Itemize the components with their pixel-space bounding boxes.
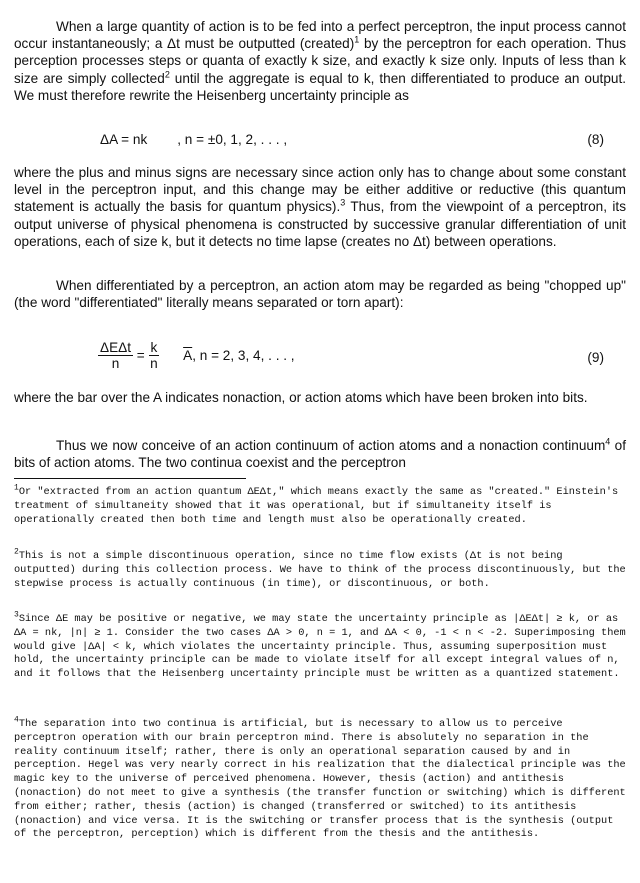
equation-9-fraction-left: $\frac{\text{ΔEΔt}}{n}$ — [100, 340, 132, 371]
footnote-divider — [14, 478, 246, 479]
equation-8-rhs: , n = ±0, 1, 2, . . . , — [177, 132, 288, 147]
footnote-2: $^2$This is not a simple discontinuous operation, since no time flow exists (Δt is not being outputted) during this collection process. We have to think of the process discontinuously, but the stepwise process is actually continuous (in time), or discontinuous, or both. — [14, 547, 626, 590]
paragraph-1-text-b: by the perceptron for each operation. Thus perception processes steps or quanta of exactly k size, and exactly k size only. Inputs of less than k size are simply collected — [14, 36, 626, 86]
footnote-ref-4: 4 — [605, 436, 611, 447]
equation-9-equals: = — [136, 348, 145, 363]
paragraph-5-text: Thus we now conceive of an action continuum of action atoms and a nonaction continuum — [56, 438, 606, 453]
equation-8-lhs: ΔA = nk — [100, 132, 148, 147]
footnote-1-text: Or "extracted from an action quantum ΔEΔt," which means exactly the same as "created." Einstein's treatment of simultaneity showed that it was operational, but if simultaneity itself is operationally created then both time and length must also be operationally created. — [14, 486, 619, 526]
paragraph-1-text: When a large quantity of action is to be fed into a perfect perceptron, the input process cannot occur instantaneously; a Δt must be outputted (created) — [14, 19, 626, 52]
footnote-3: $^3$Since ΔE may be positive or negative, we may state the uncertainty principle as |ΔEΔt| ≥ k, or as ΔA = nk, |n| ≥ 1. Consider the two cases ΔA > 0, n = 1, and ΔA < 0, -1 < n < -2. Superimposing them would give |ΔA| < k, which violates the uncertainty principle. Thus, assuming superposition must hold, the uncertainty principle can be made to violate itself for all except integral values of n, and it follows that the Heisenberg uncertainty principle must be written as a quantized statement. — [14, 610, 626, 681]
paragraph-4 — [14, 389, 626, 406]
footnote-ref-1: 1 — [354, 34, 360, 45]
equation-9-number: (9) — [587, 350, 604, 365]
equation-9 — [98, 340, 295, 371]
paragraph-5 — [14, 437, 626, 471]
paragraph-1-text-c: until the aggregate is equal to k, then differentiated to produce an output. We must therefore rewrite the Heisenberg uncertainty principle as — [14, 70, 627, 103]
footnote-4: $^4$The separation into two continua is artificial, but is necessary to allow us to perceive perceptron operation with our brain perceptron mind. There is absolutely no separation in the reality continuum itself; rather, there is only an operational separation caused by and in perception. Hegel was very nearly correct in his realization that the dialectical principle was the magic key to the universe of perceived phenomena. However, thesis (action) and antithesis (nonaction) do not meet to give a synthesis (the transfer function or switching) which is different from either; rather, thesis (action) is changed (transferred or switched) to its antithesis (nonaction) and vice versa. It is the switching or transfer process that is the synthesis (output of the perceptron, perception) which is different from the thesis and the antithesis. — [14, 715, 626, 841]
paragraph-4-text: where the bar over the A indicates nonaction, or action atoms which have been broken into bits. — [14, 390, 588, 405]
equation-8-number: (8) — [587, 132, 604, 147]
footnote-ref-2: 2 — [164, 69, 170, 80]
equation-9-abar: $\overline{A}$ — [183, 348, 193, 363]
footnote-3-text: Since ΔE may be positive or negative, we may state the uncertainty principle as |ΔEΔt| ≥ k, or as ΔA = nk, |n| ≥ 1. Consider the two cases ΔA > 0, n = 1, and ΔA < 0, -1 < n < -2. Superimposing them would give |ΔA| < k, which violates the uncertainty principle. Thus, assuming superposition must hold, the uncertainty principle can be made to violate itself for all except integral values of n, and it follows that the Heisenberg uncertainty principle must be written as a quantized statement. — [14, 613, 626, 681]
footnote-4-text: The separation into two continua is artificial, but is necessary to allow us to perceive perceptron operation with our brain perceptron mind. There is absolutely no separation in the reality continuum itself; rather, there is only an operational separation caused by and in perception. Hegel was very nearly correct in his realization that the dialectical principle was the magic key to the universe of perceived phenomena. However, thesis (action) and antithesis (nonaction) do not meet to give a synthesis (the transfer function or switching) which is different from either; rather, thesis (action) is changed (transferred or switched) to its antithesis (nonaction) and vice versa. It is the switching or transfer process that is the synthesis (output of the perceptron, perception) which is different from the thesis and the antithesis. — [14, 718, 626, 841]
paragraph-2 — [14, 164, 626, 250]
footnote-ref-3: 3 — [340, 197, 346, 208]
paragraph-2-text-b: Thus, from the viewpoint of a perceptron, its output universe of physical phenomena is constructed by successive granular differentiation of unit operations, each of size k, but it detects no time lapse (creates no Δt) between operations. — [14, 199, 626, 249]
footnote-1: $^1$Or "extracted from an action quantum ΔEΔt," which means exactly the same as "created." Einstein's treatment of simultaneity showed that it was operational, but if simultaneity itself is operationally created then both time and length must also be operationally created. — [14, 483, 619, 526]
equation-9-rhs: , n = 2, 3, 4, . . . , — [192, 348, 295, 363]
equation-9-fraction-right: $\frac{k}{n}$ — [150, 340, 158, 371]
paragraph-3-text: When differentiated by a perceptron, an action atom may be regarded as being "chopped up" (the word "differentiated" literally means separated or torn apart): — [14, 278, 626, 311]
equation-8 — [100, 132, 287, 147]
paragraph-3 — [14, 277, 626, 311]
footnote-2-text: This is not a simple discontinuous operation, since no time flow exists (Δt is not being outputted) during this collection process. We have to think of the process discontinuously, but the stepwise process is actually continuous (in time), or discontinuous, or both. — [14, 550, 626, 590]
paragraph-1 — [14, 18, 626, 104]
paragraph-5-text-b: of bits of action atoms. The two continua coexist and the perceptron — [14, 438, 626, 471]
paragraph-2-text: where the plus and minus signs are necessary since action only has to change about some constant level in the perceptron input, and this change may be either additive or reductive (this quantum statement is actually the basis for quantum physics). — [14, 165, 626, 215]
